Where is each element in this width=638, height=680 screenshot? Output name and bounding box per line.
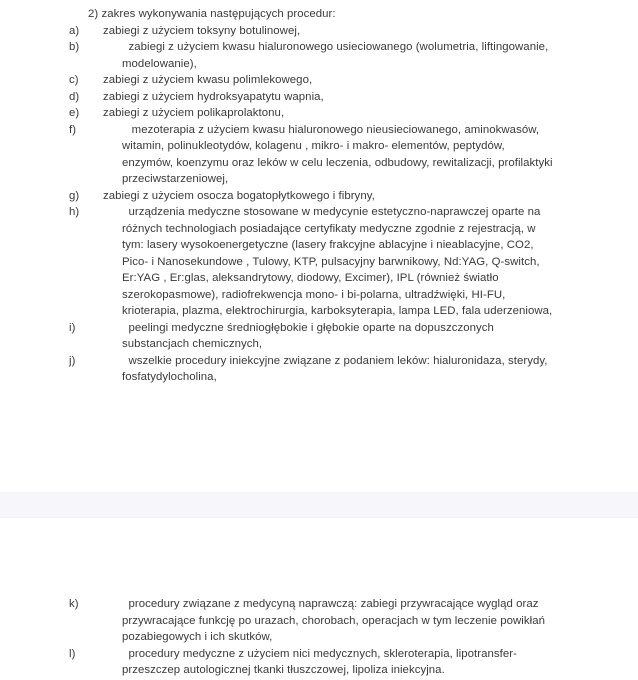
list-item: [69, 122, 555, 188]
list-item-text: zabiegi z użyciem hydroksyapatytu wapnia,: [103, 90, 324, 103]
list-item: e) zabiegi z użyciem polikaprolaktonu,: [69, 107, 285, 119]
list-item: d) zabiegi z użyciem hydroksyapatytu wapnia,: [69, 90, 324, 103]
list-item-text: zabiegi z użyciem polikaprolaktonu,: [103, 107, 285, 119]
list-item: [69, 204, 555, 320]
list-item: [69, 353, 555, 386]
document-page-2: [0, 518, 638, 680]
list-item-marker: j): [69, 354, 76, 367]
list-item-text: procedury związane z medycyną naprawczą: zabiegi przywracające wygląd oraz przywracające funkcję po urazach, chorobach, operacjach w tym leczenie powikłań pozabiegowych i ich skutków,: [122, 598, 546, 643]
list-item-text: peelingi medyczne średniogłębokie i głębokie oparte na dopuszczonych substancjach chemicznych,: [122, 321, 494, 350]
page-break-separator: [0, 492, 638, 518]
list-item-marker: k): [69, 598, 79, 610]
page-2-content: [0, 518, 638, 679]
list-item-marker: h): [69, 206, 80, 218]
list-item-marker-gap: [122, 124, 132, 136]
list-item-marker: b): [69, 41, 80, 53]
list-item-text: urządzenia medyczne stosowane w medycynie estetyczno-naprawczej oparte na różnych technologiach posiadające certyfikaty medyczne zgodnie z rejestracją, w tym: lasery wysokoenergetyczne (lasery frakcyjne ablacyjne i nieablacyjne, CO2, Pico- i Nanosekundowe , Tulowy, KTP, pulsacyjny barwnikowy, Nd:YAG, Q-switch, Er:YAG , Er:glas, aleksandrytowy, diodowy, Excimer), IPL (również światło szerokopasmowe), radiofrekwencja mono- i bi-polarna, ultradźwięki, HI-FU, krioterapia, plazma, elektrochirurgia, karboksyterapia, lampa LED, fala uderzeniowa,: [122, 206, 553, 317]
list-item: [69, 596, 555, 646]
list-item: [69, 39, 555, 72]
list-item-marker: 2): [88, 8, 99, 20]
list-item: [69, 320, 555, 353]
list-item-text: zabiegi z użyciem kwasu hialuronowego usieciowanego (wolumetria, liftingowanie, modelowanie),: [122, 41, 549, 70]
list-item: [69, 646, 555, 679]
list-item-text: zabiegi z użyciem toksyny botulinowej,: [103, 24, 301, 37]
list-item-text: wszelkie procedury iniekcyjne związane z podaniem leków: hialuronidaza, sterydy, fosfatydylocholina,: [122, 354, 548, 383]
list-item-text: mezoterapia z użyciem kwasu hialuronowego nieusieciowanego, aminokwasów, witamin, polinukleotydów, kolagenu , mikro- i makro- elementów, peptydów, enzymów, koenzymu oraz leków w celu leczenia, odbudowy, rewitalizacji, profilaktyki przeciwstarzeniowej,: [122, 123, 553, 185]
list-item-text: zabiegi z użyciem osocza bogatopłytkowego i fibryny,: [103, 189, 375, 202]
list-item-marker: l): [69, 647, 76, 660]
list-item: g) zabiegi z użyciem osocza bogatopłytkowego i fibryny,: [69, 189, 375, 202]
list-item: a) zabiegi z użyciem toksyny botulinowej,: [69, 24, 301, 37]
list-item-marker: f): [69, 123, 77, 136]
list-item-text: procedury medyczne z użyciem nici medycznych, skleroterapia, lipotransfer- przeszczep autologicznej tkanki tłuszczowej, lipoliza iniekcyjna.: [122, 647, 517, 676]
list-item-marker: i): [69, 321, 76, 334]
list-item-text: zabiegi z użyciem kwasu polimlekowego,: [103, 74, 313, 86]
list-item-text: zakres wykonywania następujących procedur:: [101, 8, 336, 20]
list-item: [88, 6, 555, 23]
list-item: c) zabiegi z użyciem kwasu polimlekowego,: [69, 74, 313, 86]
